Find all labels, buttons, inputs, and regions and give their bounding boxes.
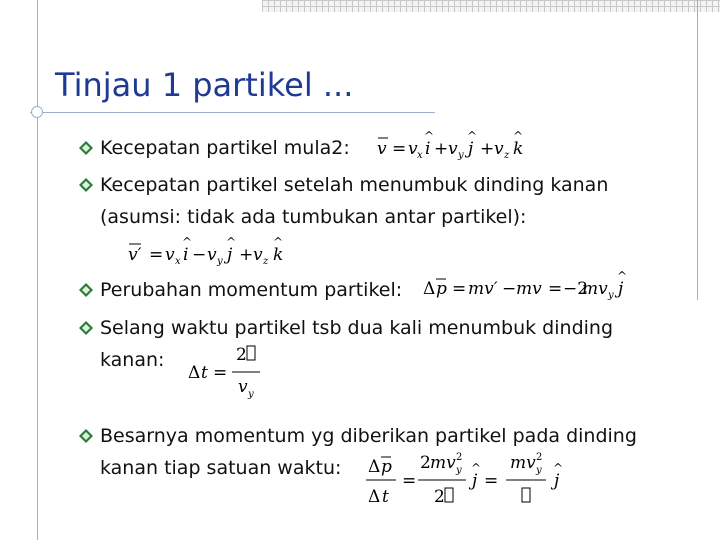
svg-text:+: + <box>434 139 449 159</box>
svg-text:k: k <box>273 245 284 265</box>
svg-text:i: i <box>425 139 431 159</box>
svg-text:−: − <box>192 245 207 265</box>
svg-text:=: = <box>149 245 164 265</box>
svg-text:y: y <box>456 465 462 476</box>
svg-text:^: ^ <box>424 129 435 143</box>
slide-title: Tinjau 1 partikel ... <box>55 66 354 104</box>
svg-text:^: ^ <box>273 236 284 249</box>
equation-momentum-change <box>420 270 655 306</box>
bullet-text: kanan tiap satuan waktu: <box>100 457 342 479</box>
svg-text:+: + <box>239 245 254 265</box>
diamond-bullet-icon <box>79 321 93 335</box>
svg-text:^: ^ <box>182 236 193 249</box>
bullet-text: Kecepatan partikel setelah menumbuk dinding kanan <box>100 174 609 196</box>
svg-text:j: j <box>618 279 624 299</box>
decorative-vertical-line <box>37 118 38 540</box>
svg-text:v: v <box>448 139 458 159</box>
svg-text:^: ^ <box>226 236 237 249</box>
svg-text:z: z <box>504 150 510 161</box>
svg-text:p: p <box>381 457 392 477</box>
svg-text:Δ: Δ <box>368 457 381 477</box>
svg-text:j: j <box>554 471 560 491</box>
svg-text:mv: mv <box>582 279 608 299</box>
svg-text:v: v <box>253 245 263 265</box>
svg-text:^: ^ <box>513 129 524 143</box>
svg-text:−: − <box>502 279 517 299</box>
svg-text:Δ: Δ <box>188 363 201 383</box>
svg-text:k: k <box>513 139 524 159</box>
svg-text:v: v <box>377 139 387 159</box>
svg-text:2: 2 <box>456 452 463 463</box>
svg-text:^: ^ <box>617 270 628 283</box>
svg-text:^: ^ <box>467 129 478 143</box>
svg-text:mv: mv <box>430 453 456 473</box>
bullet-text: Kecepatan partikel mula2: <box>100 137 350 159</box>
svg-text:j: j <box>227 245 233 265</box>
svg-text:j: j <box>472 471 478 491</box>
svg-text:x: x <box>417 150 423 161</box>
bullet-text: Perubahan momentum partikel: <box>100 279 403 301</box>
svg-text:2: 2 <box>434 487 445 507</box>
svg-text:t: t <box>382 487 389 507</box>
svg-text:y: y <box>536 465 542 476</box>
svg-text:2: 2 <box>536 452 543 463</box>
bullet-text: Besarnya momentum yg diberikan partikel pada dinding <box>100 425 637 447</box>
decorative-vertical-line <box>37 0 38 108</box>
svg-text:+: + <box>480 139 495 159</box>
svg-text:=: = <box>452 279 467 299</box>
equation-initial-velocity <box>372 128 552 164</box>
equation-time-interval <box>186 340 276 406</box>
svg-text:=: = <box>213 363 228 383</box>
svg-text:^: ^ <box>553 461 564 475</box>
diamond-bullet-icon <box>79 141 93 155</box>
svg-text:i: i <box>183 245 189 265</box>
decorative-vertical-line <box>697 0 698 300</box>
svg-text:v: v <box>165 245 175 265</box>
svg-text:y: y <box>217 256 223 267</box>
diamond-bullet-icon <box>79 283 93 297</box>
svg-text:y: y <box>248 389 254 400</box>
svg-text:v: v <box>494 139 504 159</box>
svg-text:=: = <box>402 471 417 491</box>
equation-force-per-time <box>362 448 577 514</box>
bullet-text: Selang waktu partikel tsb dua kali menumbuk dinding <box>100 317 614 339</box>
svg-text:=: = <box>484 471 499 491</box>
svg-text:j: j <box>468 139 474 159</box>
decorative-ring <box>31 106 43 118</box>
svg-text:2: 2 <box>236 345 247 365</box>
svg-text:x: x <box>175 256 181 267</box>
svg-text:v: v <box>238 377 248 397</box>
svg-text:−2: −2 <box>563 279 589 299</box>
svg-text:Δ: Δ <box>423 279 436 299</box>
svg-text:t: t <box>201 363 208 383</box>
svg-text:y: y <box>458 150 464 161</box>
title-underline <box>30 112 435 113</box>
svg-text:mv: mv <box>516 279 542 299</box>
svg-text:mv: mv <box>510 453 536 473</box>
bullet-text: (asumsi: tidak ada tumbukan antar partikel): <box>100 206 527 228</box>
svg-text:mv′: mv′ <box>468 279 498 299</box>
bullet-text: kanan: <box>100 349 165 371</box>
svg-text:2: 2 <box>420 453 431 473</box>
svg-text:v′: v′ <box>128 245 142 265</box>
diamond-bullet-icon <box>79 429 93 443</box>
svg-text:p: p <box>436 279 447 299</box>
equation-velocity-after-collision <box>125 236 325 272</box>
svg-text:y: y <box>608 290 614 301</box>
svg-text:Δ: Δ <box>368 487 381 507</box>
decorative-grid <box>262 0 720 12</box>
svg-text:v: v <box>207 245 217 265</box>
svg-text:v: v <box>408 139 418 159</box>
svg-text:z: z <box>263 256 269 267</box>
svg-text:=: = <box>548 279 563 299</box>
svg-text:=: = <box>392 139 407 159</box>
svg-text:^: ^ <box>471 461 482 475</box>
diamond-bullet-icon <box>79 178 93 192</box>
